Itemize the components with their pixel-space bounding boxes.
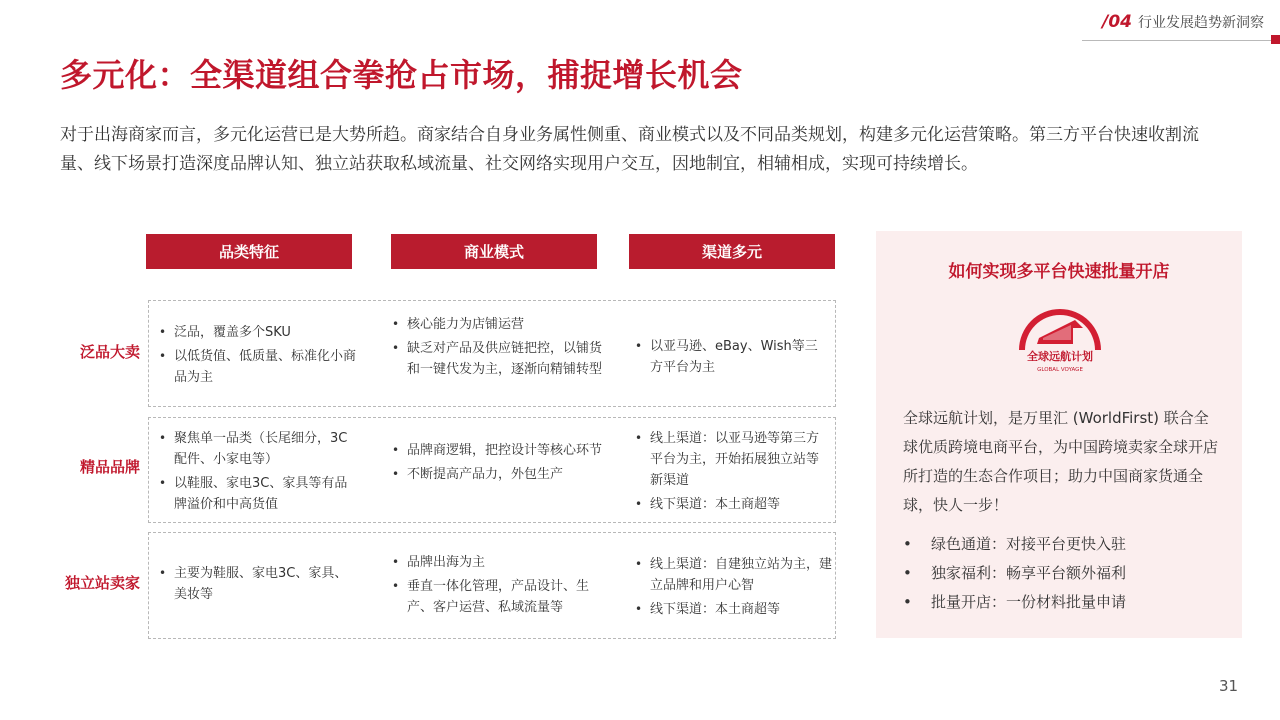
- list-item: • 以亚马逊、eBay、Wish等三方平台为主: [633, 336, 818, 378]
- list-item: • 垂直一体化管理，产品设计、生产、客户运营、私域流量等: [390, 576, 605, 618]
- row-label-independent-sites: 独立站卖家: [64, 574, 140, 592]
- cell-r1-category: [157, 322, 357, 391]
- list-item: • 品牌商逻辑，把控设计等核心环节: [390, 440, 605, 461]
- list-item: • 线下渠道：本土商超等: [633, 494, 828, 515]
- header-divider: [1082, 40, 1272, 41]
- list-item: • 以低货值、低质量、标准化小商品为主: [157, 346, 357, 388]
- benefit-item: • 批量开店：一份材料批量申请: [903, 588, 1223, 617]
- cell-r2-model: [390, 440, 605, 488]
- column-header-category: 品类特征: [146, 234, 352, 269]
- cell-r2-category: [157, 428, 357, 518]
- list-item: • 不断提高产品力，外包生产: [390, 464, 605, 485]
- list-item: • 核心能力为店铺运营: [390, 314, 605, 335]
- section-title: 行业发展趋势新洞察: [1138, 15, 1264, 31]
- list-item: • 线上渠道：以亚马逊等第三方平台为主，开始拓展独立站等新渠道: [633, 428, 828, 491]
- benefit-item: • 绿色通道：对接平台更快入驻: [903, 530, 1223, 559]
- cell-r1-model: [390, 314, 605, 383]
- cell-r3-category: [157, 563, 357, 608]
- intro-paragraph: 对于出海商家而言，多元化运营已是大势所趋。商家结合自身业务属性侧重、商业模式以及不同品类规划，构建多元化运营策略。第三方平台快速收割流量、线下场景打造深度品牌认知、独立站获取私域流量、社交网络实现用户交互，因地制宜，相辅相成，实现可持续增长。: [60, 125, 1199, 174]
- section-number: /04: [1102, 12, 1132, 32]
- header-marker: [1271, 35, 1280, 44]
- cell-r1-channels: [633, 336, 818, 381]
- list-item: • 主要为鞋服、家电3C、家具、美妆等: [157, 563, 357, 605]
- panel-description: 全球远航计划，是万里汇 (WorldFirst) 联合全球优质跨境电商平台，为中国跨境卖家全球开店所打造的生态合作项目；助力中国商家货通全球，快人一步！: [903, 409, 1219, 514]
- row-label-general-sellers: 泛品大卖: [79, 343, 140, 361]
- benefit-list: [903, 530, 1223, 617]
- panel-title: 如何实现多平台快速批量开店: [948, 262, 1170, 282]
- list-item: • 品牌出海为主: [390, 552, 605, 573]
- column-header-channels: 渠道多元: [629, 234, 835, 269]
- benefit-item: • 独家福利：畅享平台额外福利: [903, 559, 1223, 588]
- cell-r3-model: [390, 552, 605, 621]
- section-header: [1102, 12, 1264, 32]
- global-voyage-logo: [1015, 306, 1105, 378]
- list-item: • 以鞋服、家电3C、家具等有品牌溢价和中高货值: [157, 473, 357, 515]
- logo-text-cn: 全球远航计划: [1027, 350, 1093, 363]
- page-number: 31: [1219, 677, 1239, 695]
- list-item: • 线下渠道：本土商超等: [633, 599, 833, 620]
- column-header-business-model: 商业模式: [391, 234, 597, 269]
- page-title: 多元化：全渠道组合拳抢占市场，捕捉增长机会: [60, 56, 743, 94]
- cell-r2-channels: [633, 428, 828, 518]
- list-item: • 泛品，覆盖多个SKU: [157, 322, 357, 343]
- list-item: • 缺乏对产品及供应链把控，以铺货和一键代发为主，逐渐向精铺转型: [390, 338, 605, 380]
- row-label-quality-brands: 精品品牌: [79, 458, 140, 476]
- logo-text-en: GLOBAL VOYAGE: [1037, 367, 1083, 373]
- global-voyage-panel: [876, 231, 1242, 638]
- cell-r3-channels: [633, 554, 833, 623]
- list-item: • 聚焦单一品类（长尾细分，3C配件、小家电等）: [157, 428, 357, 470]
- list-item: • 线上渠道：自建独立站为主，建立品牌和用户心智: [633, 554, 833, 596]
